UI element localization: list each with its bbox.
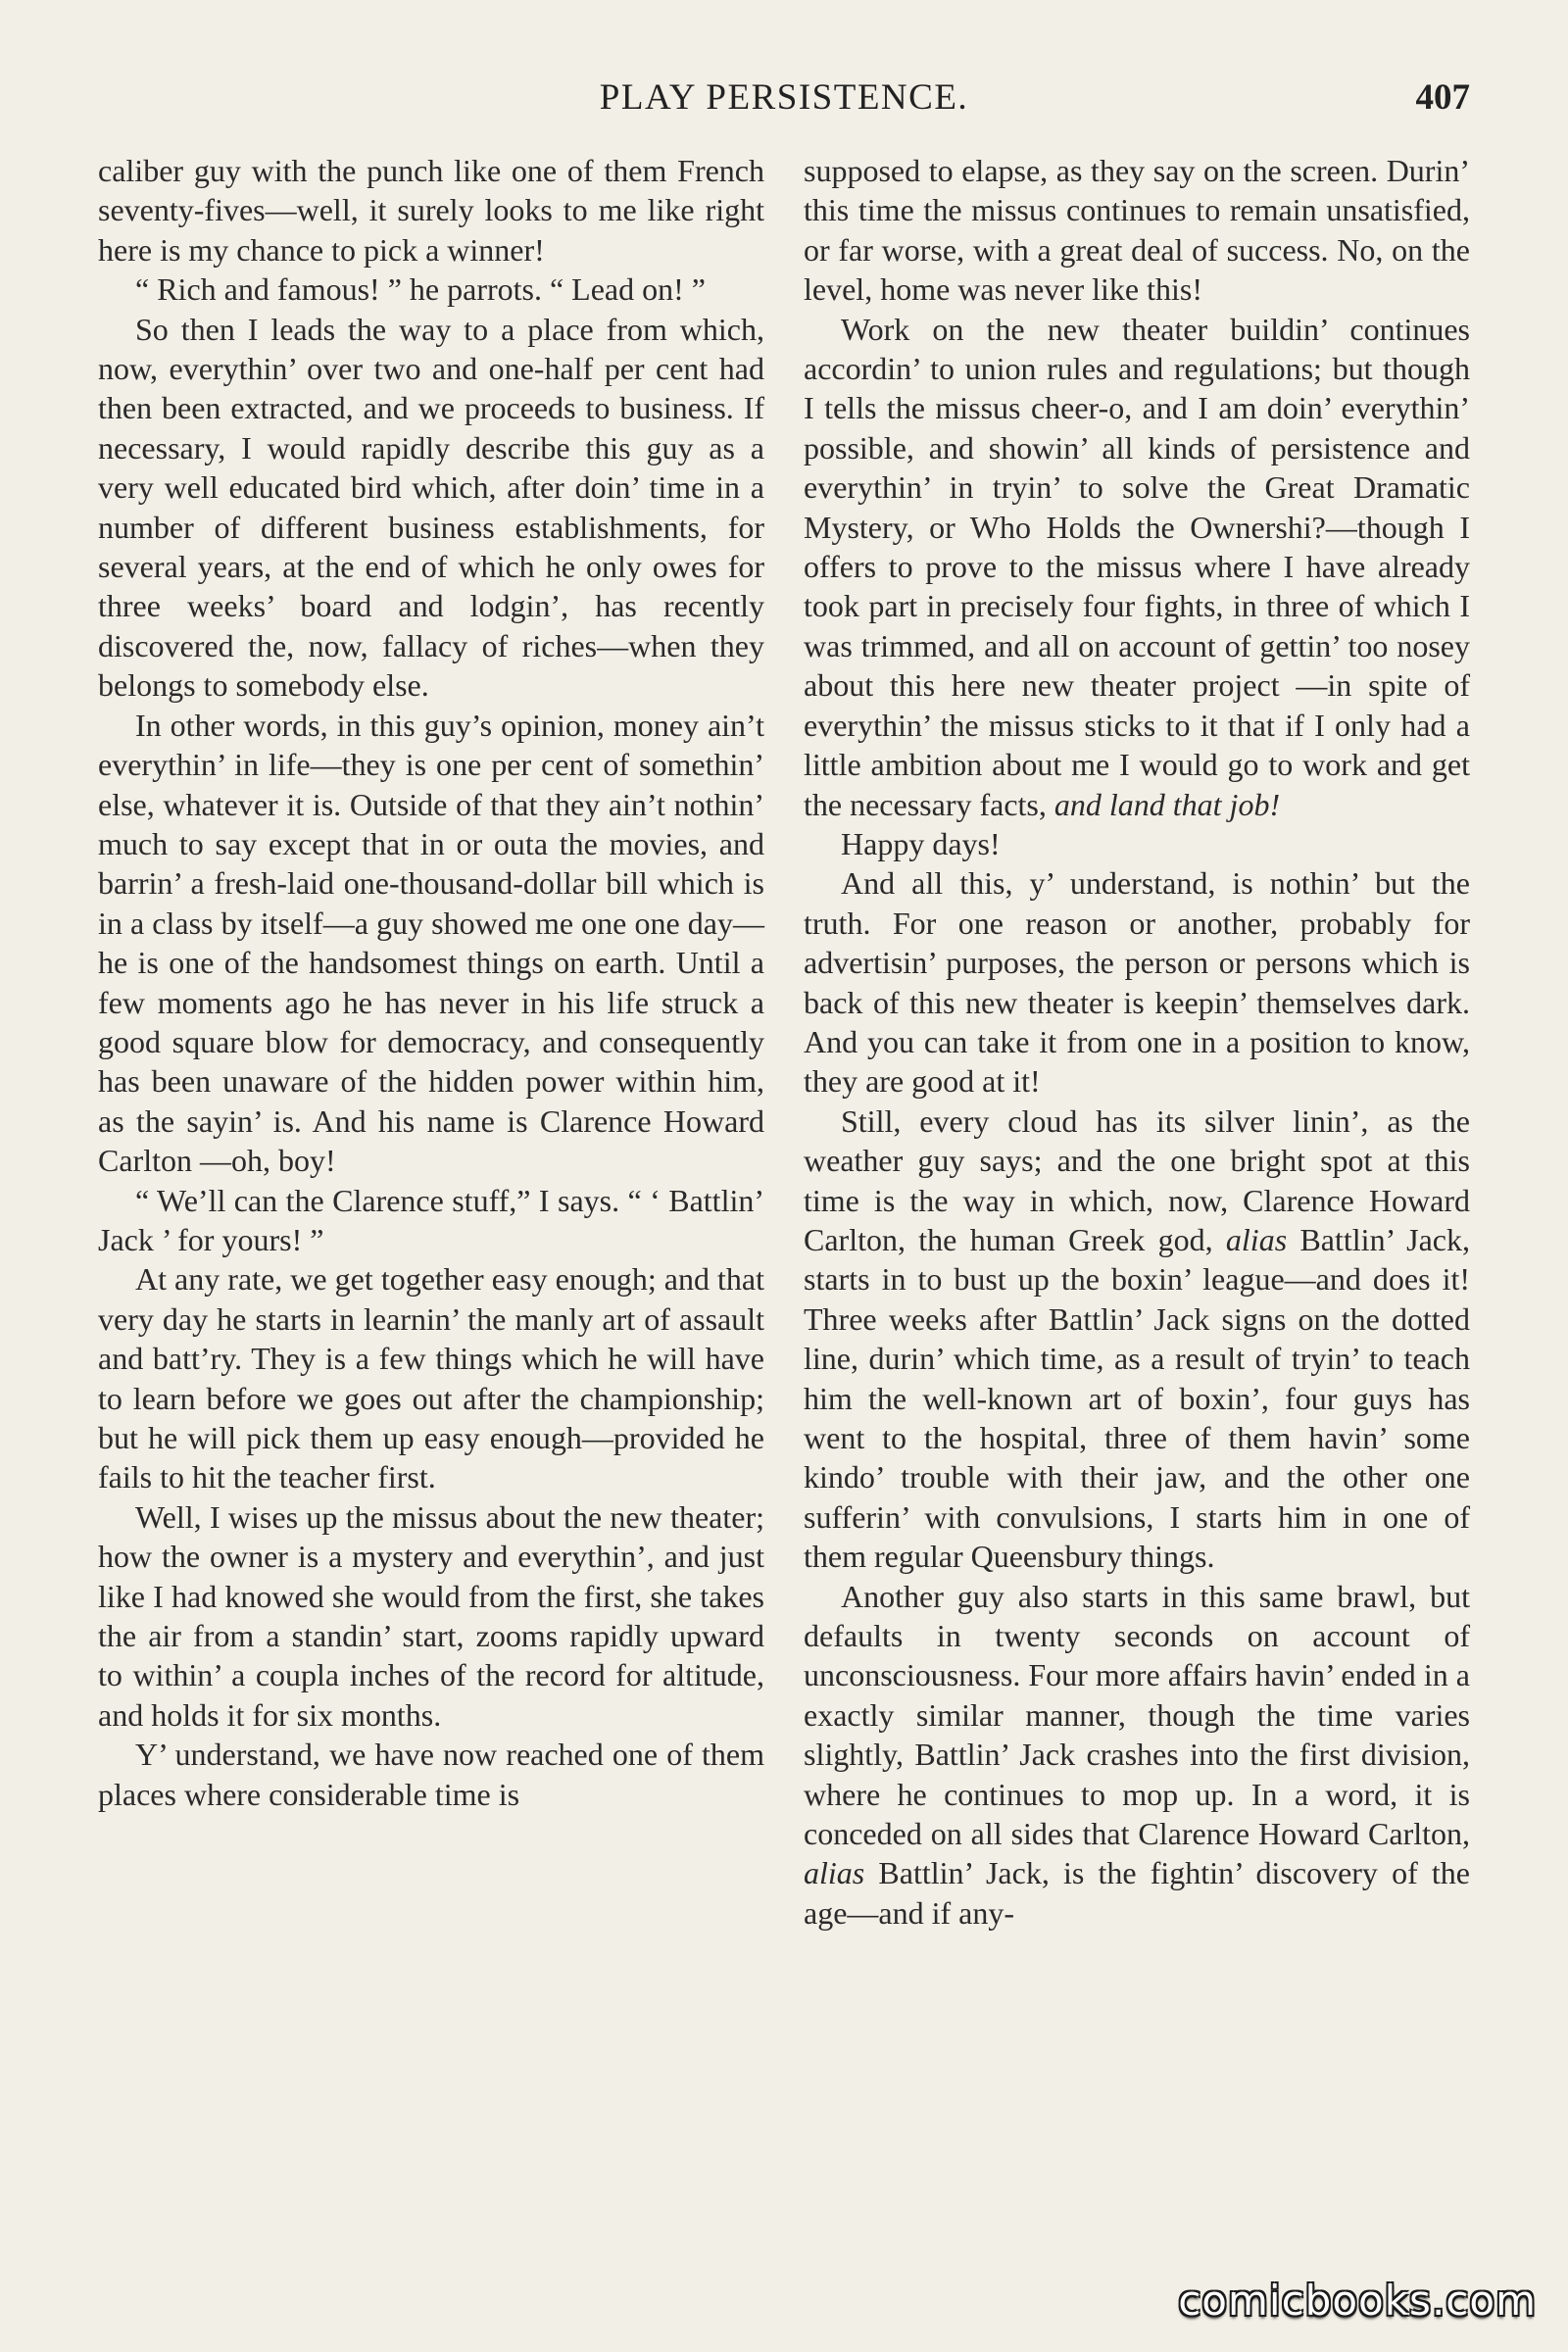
paragraph: supposed to elapse, as they say on the screen. Durin’ this time the missus continues to remain unsatisfied, or far worse, with a great deal of success. No, on the level, home was never like this! [804,153,1470,308]
paragraph: So then I leads the way to a place from which, now, everythin’ over two and one-half per cent had then been extracted, and we proceeds to business. If necessary, I would rapidly describe this guy as a very well educated bird which, after doin’ time in a number of different business establishments, for several years, at the end of which he only owes for three weeks’ board and lodgin’, has recently discovered the, now, fallacy of riches—when they belongs to somebody else. [98,311,764,704]
right-column [804,151,1470,1933]
paragraph: In other words, in this guy’s opinion, money ain’t everythin’ in life—they is one per cent of somethin’ else, whatever it is. Outside of that they ain’t nothin’ much to say except that in or outa the movies, and barrin’ a fresh-laid one-thousand-dollar bill which is in a class by itself—a guy showed me one one day—he is one of the handsomest things on earth. Until a few moments ago he has never in his life struck a good square blow for democracy, and consequently has been unaware of the hidden power within him, as the sayin’ is. And his name is Clarence Howard Carlton —oh, boy! [98,707,764,1179]
paragraph: “ Rich and famous! ” he parrots. “ Lead on! ” [135,271,706,308]
paragraph: At any rate, we get together easy enough; and that very day he starts in learnin’ the manly art of assault and batt’ry. They is a few things which he will have to learn before we goes out after the championship; but he will pick them up easy enough—provided he fails to hit the teacher first. [98,1261,764,1495]
paragraph: caliber guy with the punch like one of them French seventy-fives—well, it surely looks to me like right here is my chance to pick a winner! [98,153,764,268]
paragraph: Happy days! [841,825,1001,861]
page-header [98,76,1470,125]
paragraph-text: Another guy also starts in this same brawl, but defaults in twenty seconds on account of unconsciousness. Four more affairs havin’ ended in a exactly similar manner, though the time varies slightly, Battlin’ Jack crashes into the first division, where he continues to mop up. In a word, it is conceded on all sides that Clarence Howard Carlton, [804,1578,1470,1852]
left-column [98,151,764,1814]
running-title: PLAY PERSISTENCE. [599,77,969,118]
paragraph: “ We’ll can the Clarence stuff,” I says. “ ‘ Battlin’ Jack ’ for yours! ” [98,1182,764,1257]
paragraph [804,1102,1470,1577]
italic-word: alias [1225,1221,1288,1257]
paragraph [804,1577,1470,1934]
paragraph: And all this, y’ understand, is nothin’ but the truth. For one reason or another, probably for advertisin’ purposes, the person or persons which is back of this new theater is keepin’ themselves dark. And you can take it from one in a position to know, they are good at it! [804,865,1470,1100]
watermark-logo: comicbooks.com [1178,2277,1537,2325]
paragraph: Well, I wises up the missus about the new theater; how the owner is a mystery and everythin’, and just like I had knowed she would from the first, she takes the air from a standin’ start, zooms rapidly upward to within’ a coupla inches of the record for altitude, and holds it for six months. [98,1498,764,1733]
paragraph: Y’ understand, we have now reached one of them places where considerable time is [98,1737,764,1812]
paragraph [804,310,1470,824]
italic-phrase: and land that job! [1054,786,1281,822]
paragraph-text: Battlin’ Jack, starts in to bust up the boxin’ league—and does it! Three weeks after Battlin’ Jack signs on the dotted line, durin’ which time, as a result of tryin’ to teach him the well-known art of boxin’, four guys has went to the hospital, three of them havin’ some kindo’ trouble with their jaw, and the other one sufferin’ with convulsions, I starts him in one of them regular Queensbury things. [804,1221,1471,1575]
paragraph-text: Work on the new theater buildin’ continues accordin’ to union rules and regulations; but though I tells the missus cheer-o, and I am doin’ everythin’ possible, and showin’ all kinds of persistence and everythin’ in tryin’ to solve the Great Dramatic Mystery, or Who Holds the Ownershi?—though I offers to prove to the missus where I have already took part in precisely four fights, in three of which I was trimmed, and all on account of gettin’ too nosey about this here new theater project —in spite of everythin’ the missus sticks to it that if I only had a little ambition about me I would go to work and get the necessary facts, [804,311,1470,822]
italic-word: alias [804,1855,865,1891]
paragraph-text: Still, every cloud has its silver linin’, as the weather guy says; and the one bright spot at this time is the way in which, now, Clarence Howard Carlton, the human Greek god, [804,1102,1470,1257]
page-number: 407 [1415,77,1470,118]
paragraph-text: Battlin’ Jack, is the fightin’ discovery of the age—and if any- [804,1855,1471,1931]
